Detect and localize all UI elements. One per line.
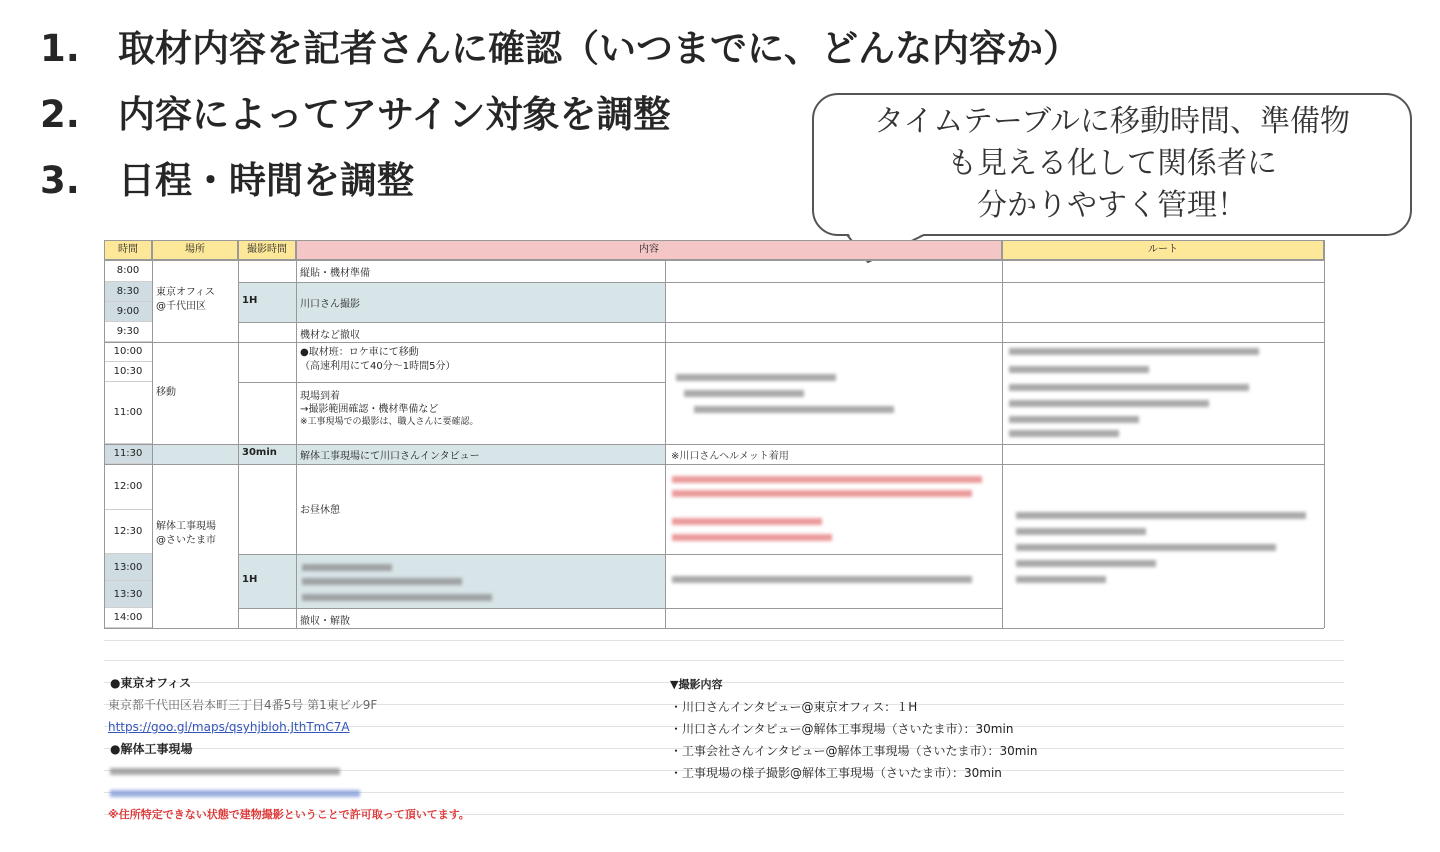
redacted-text: [1016, 544, 1276, 551]
duration-cell: 1H: [242, 574, 258, 585]
content-cell: お昼休憩: [300, 505, 340, 516]
bubble-line: 分かりやすく管理！: [977, 188, 1247, 223]
place-sub: @さいたま市: [156, 535, 216, 546]
redacted-text: [302, 578, 462, 585]
redacted-text: [1009, 348, 1259, 355]
office-title: ●東京オフィス: [110, 676, 192, 690]
redacted-text: [1009, 430, 1119, 437]
place-name: 東京オフィス: [156, 287, 215, 298]
step-text: 内容によってアサイン対象を調整: [118, 93, 671, 136]
time-cell: 8:00: [104, 260, 152, 282]
time-cell: 11:30: [104, 444, 152, 464]
redacted-text: [1016, 560, 1156, 567]
content-cell: 撤収・解散: [300, 616, 350, 627]
redacted-text: [1016, 528, 1146, 535]
place-cell: [152, 286, 238, 314]
header-duration: 撮影時間: [238, 240, 296, 260]
permission-note: ※住所特定できない状態で建物撮影ということで許可取って頂いてます。: [108, 808, 470, 821]
content-note: ※川口さんヘルメット着用: [671, 451, 789, 462]
content-line: （高速利用にて40分〜1時間5分）: [300, 361, 456, 372]
place-sub: @千代田区: [156, 301, 206, 312]
time-cell: 13:00: [104, 554, 152, 581]
redacted-text: [1016, 576, 1106, 583]
content-line: 現場到着: [300, 391, 340, 402]
redacted-text: [676, 374, 836, 381]
duration-cell: 1H: [242, 295, 258, 306]
redacted-text: [672, 518, 822, 525]
shoot-list-item: ・工事会社さんインタビュー@解体工事現場（さいたま市）：30min: [670, 744, 1038, 758]
time-cell: 14:00: [104, 608, 152, 628]
redacted-link: [110, 790, 360, 797]
content-cell: [296, 346, 665, 374]
redacted-text: [1009, 384, 1249, 391]
redacted-text: [110, 768, 340, 775]
speech-bubble: [812, 93, 1412, 236]
redacted-text: [672, 476, 982, 483]
step-number: 2.: [40, 93, 80, 136]
redacted-text: [1009, 400, 1209, 407]
redacted-text: [1016, 512, 1306, 519]
content-cell: 縦貼・機材準備: [300, 268, 370, 279]
step-text: 日程・時間を調整: [118, 159, 414, 202]
redacted-text: [672, 490, 972, 497]
bubble-line: タイムテーブルに移動時間、準備物: [873, 104, 1351, 139]
place-cell: 移動: [156, 387, 176, 398]
content-line: ●取材班：ロケ車にて移動: [300, 347, 419, 358]
content-cell: 川口さん撮影: [300, 299, 360, 310]
redacted-text: [302, 594, 492, 601]
bubble-line: も見える化して関係者に: [947, 146, 1277, 181]
content-line: ※工事現場での撮影は、職人さんに要確認。: [300, 417, 479, 427]
redacted-text: [684, 390, 804, 397]
place-name: 解体工事現場: [156, 521, 216, 532]
header-place: 場所: [152, 240, 238, 260]
content-cell: [296, 390, 665, 429]
time-cell: 12:00: [104, 464, 152, 510]
step-2: [40, 84, 670, 138]
time-cell: 13:30: [104, 581, 152, 608]
shoot-list-item: ・川口さんインタビュー@解体工事現場（さいたま市）：30min: [670, 722, 1014, 736]
shoot-list-item: ・川口さんインタビュー@東京オフィス：１H: [670, 700, 918, 714]
office-address: 東京都千代田区岩本町三丁目4番5号 第1東ビル9F: [108, 698, 378, 712]
place-cell: [152, 520, 238, 548]
time-cell: 10:00: [104, 342, 152, 362]
header-content: 内容: [296, 240, 1002, 260]
header-time: 時間: [104, 240, 152, 260]
time-cell: 9:00: [104, 302, 152, 322]
site-title: ●解体工事現場: [110, 742, 193, 756]
step-3: [40, 150, 414, 204]
duration-cell: 30min: [242, 447, 277, 458]
step-number: 1.: [40, 27, 80, 70]
office-map-link[interactable]: https://goo.gl/maps/qsyhjbloh.JthTmC7A: [108, 720, 350, 734]
time-cell: 9:30: [104, 322, 152, 342]
time-cell: 8:30: [104, 282, 152, 302]
redacted-text: [694, 406, 894, 413]
step-number: 3.: [40, 159, 80, 202]
redacted-text: [302, 564, 392, 571]
redacted-text: [1009, 366, 1149, 373]
time-cell: 10:30: [104, 362, 152, 382]
redacted-text: [672, 534, 832, 541]
shoot-list-title: ▼撮影内容: [670, 678, 723, 691]
step-text: 取材内容を記者さんに確認（いつまでに、どんな内容か）: [118, 27, 1080, 70]
step-1: [40, 18, 1080, 72]
content-cell: 機材など撤収: [300, 330, 360, 341]
time-cell: 11:00: [104, 382, 152, 444]
time-cell: 12:30: [104, 510, 152, 554]
redacted-text: [672, 576, 972, 583]
redacted-text: [1009, 416, 1139, 423]
content-cell: 解体工事現場にて川口さんインタビュー: [300, 451, 480, 462]
content-line: →撮影範囲確認・機材準備など: [300, 404, 439, 415]
schedule-spreadsheet: [104, 240, 1344, 840]
shoot-list-item: ・工事現場の様子撮影@解体工事現場（さいたま市）：30min: [670, 766, 1002, 780]
header-route: ルート: [1002, 240, 1324, 260]
